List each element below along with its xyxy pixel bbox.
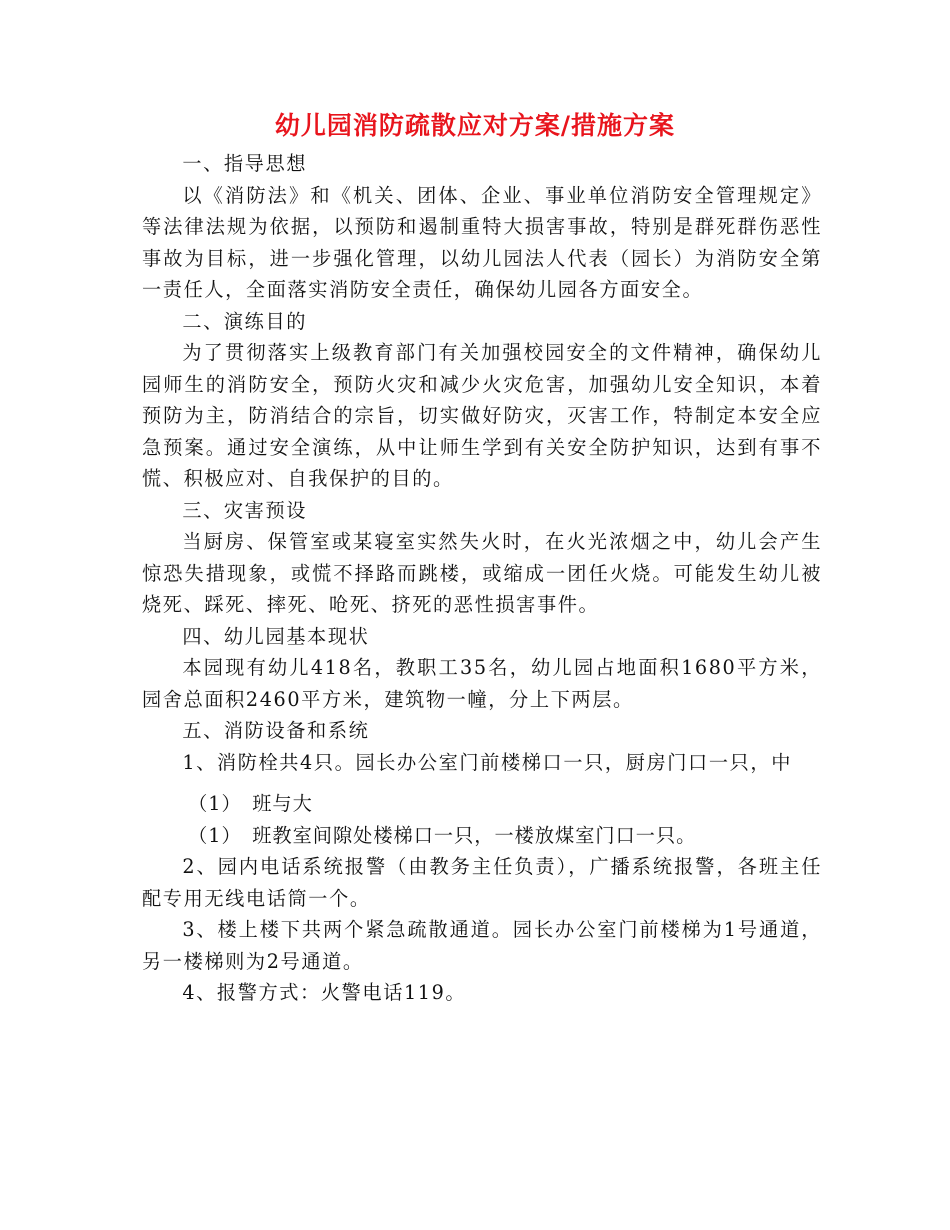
paragraph-guiding-ideology: 以《消防法》和《机关、团体、企业、事业单位消防安全管理规定》等法律法规为依据，以预防和遏制重特大损害事故，特别是群死群伤恶性事故为目标，进一步强化管理，以幼儿园法人代表（园长）为消防安全第一责任人，全面落实消防安全责任，确保幼儿园各方面安全。 xyxy=(142,183,822,301)
list-item-class-2: （1） 班教室间隙处楼梯口一只，一楼放煤室门口一只。 xyxy=(188,823,697,847)
section-heading-disaster-scenario: 三、灾害预设 xyxy=(182,498,308,522)
document-title: 幼儿园消防疏散应对方案/措施方案 xyxy=(274,111,676,140)
document-body xyxy=(142,148,822,1009)
section-heading-fire-equipment: 五、消防设备和系统 xyxy=(182,719,370,742)
paragraph-drill-purpose: 为了贯彻落实上级教育部门有关加强校园安全的文件精神，确保幼儿园师生的消防安全，预防火灾和减少火灾危害，加强幼儿安全知识，本着预防为主，防消结合的宗旨，切实做好防灾，灭害工作，特制定本安全应急预案。通过安全演练，从中让师生学到有关安全防护知识，达到有事不慌、积极应对、自我保护的目的。 xyxy=(142,341,822,490)
spacer xyxy=(142,778,822,788)
section-heading-drill-purpose: 二、演练目的 xyxy=(182,309,308,333)
paragraph-disaster-scenario: 当厨房、保管室或某寝室实然失火时，在火光浓烟之中，幼儿会产生惊恐失措现象，或慌不择路而跳楼，或缩成一团任火烧。可能发生幼儿被烧死、踩死、摔死、呛死、挤死的恶性损害事件。 xyxy=(142,530,822,616)
paragraph-basic-status: 本园现有幼儿418名，教职工35名，幼儿园占地面积1680平方米，园舍总面积2460平方米，建筑物一幢，分上下两层。 xyxy=(142,656,822,711)
section-heading-basic-status: 四、幼儿园基本现状 xyxy=(182,624,370,648)
paragraph-alarm-method: 4、报警方式：火警电话119。 xyxy=(182,981,467,1004)
paragraph-fire-hydrants: 1、消防栓共4只。园长办公室门前楼梯口一只，厨房门口一只，中 xyxy=(182,750,792,774)
section-heading-guiding-ideology: 一、指导思想 xyxy=(182,152,308,175)
paragraph-evacuation-routes: 3、楼上楼下共两个紧急疏散通道。园长办公室门前楼梯为1号通道，另一楼梯则为2号通道。 xyxy=(142,918,822,973)
paragraph-phone-alarm: 2、园内电话系统报警（由教务主任负责），广播系统报警，各班主任配专用无线电话筒一个。 xyxy=(142,855,822,910)
list-item-class-1: （1） 班与大 xyxy=(188,792,313,815)
